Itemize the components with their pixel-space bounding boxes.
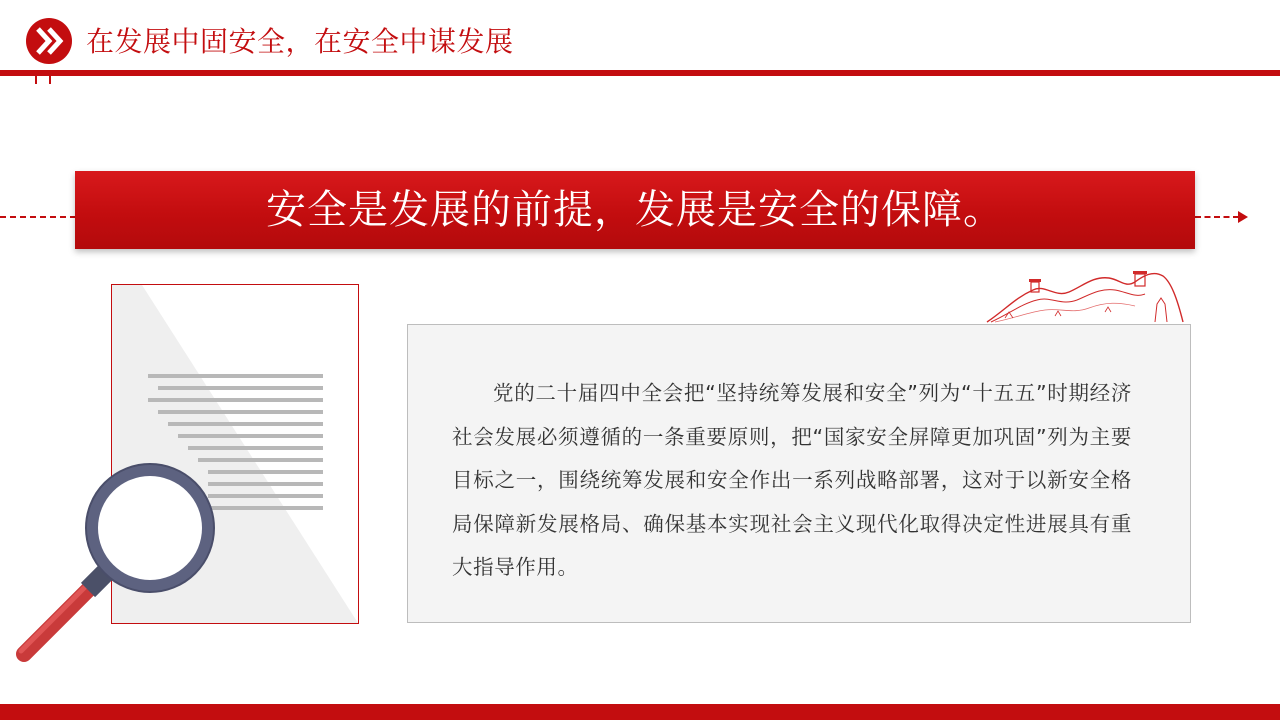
header-divider	[0, 70, 1280, 76]
headline-banner	[75, 171, 1195, 249]
header-tick-left	[35, 76, 37, 84]
footer-bar	[0, 704, 1280, 720]
document-line	[168, 422, 323, 426]
document-line	[148, 374, 323, 378]
page-title: 在发展中固安全，在安全中谋发展	[86, 25, 514, 58]
document-line	[158, 410, 323, 414]
dashed-guide-right	[1195, 216, 1239, 218]
content-paragraph: 党的二十届四中全会把“坚持统筹发展和安全”列为“十五五”时期经济社会发展必须遵循的一条重要原则，把“国家安全屏障更加巩固”列为主要目标之一，围绕统筹发展和安全作出一系列战略部署，这对于以新安全格局保障新发展格局、确保基本实现社会主义现代化取得决定性进展具有重大指导作用。	[452, 381, 1132, 579]
document-line	[158, 386, 323, 390]
magnifying-glass-icon	[10, 450, 230, 670]
dashed-guide-left	[0, 216, 76, 218]
double-chevron-right-icon	[26, 18, 72, 64]
headline-text: 安全是发展的前提，发展是安全的保障。	[266, 187, 1004, 233]
arrow-right-icon	[1238, 211, 1248, 223]
document-line	[148, 398, 323, 402]
header-tick-right	[49, 76, 51, 84]
great-wall-illustration	[985, 268, 1185, 326]
document-line	[178, 434, 323, 438]
